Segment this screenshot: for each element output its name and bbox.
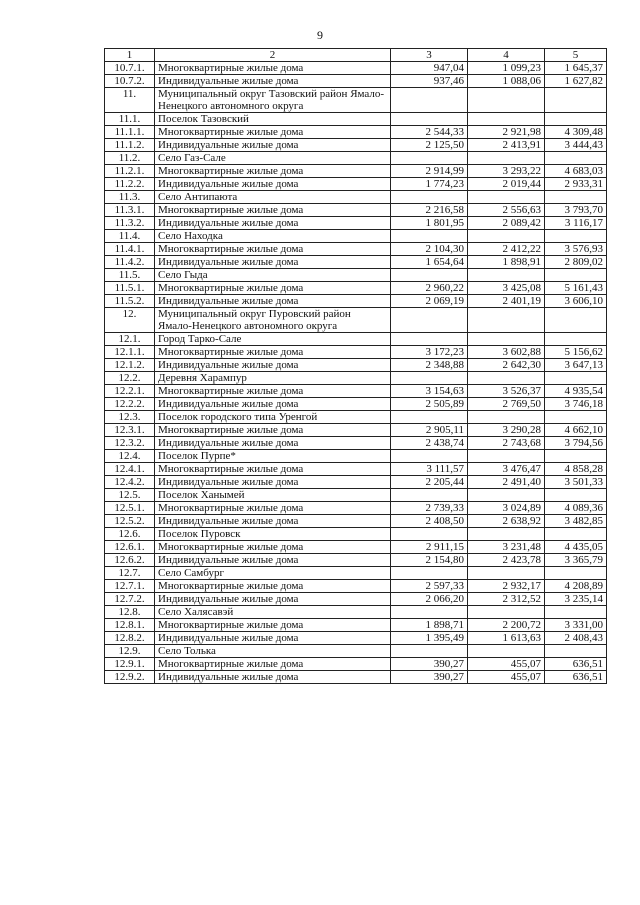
header-cell: 2	[155, 49, 391, 62]
row-name: Индивидуальные жилые дома	[155, 178, 391, 191]
value-col5: 3 746,18	[545, 398, 607, 411]
row-code: 11.	[105, 88, 155, 113]
page-number: 9	[317, 28, 323, 42]
value-col4: 1 613,63	[468, 632, 545, 645]
value-col3	[391, 567, 468, 580]
value-col4	[468, 450, 545, 463]
row-code: 11.2.	[105, 152, 155, 165]
value-col3: 2 216,58	[391, 204, 468, 217]
row-name: Поселок Тазовский	[155, 113, 391, 126]
value-col4: 3 425,08	[468, 282, 545, 295]
row-name: Индивидуальные жилые дома	[155, 256, 391, 269]
row-code: 11.4.1.	[105, 243, 155, 256]
value-col4: 2 769,50	[468, 398, 545, 411]
row-name: Село Антипаюта	[155, 191, 391, 204]
row-code: 12.8.1.	[105, 619, 155, 632]
row-name: Многоквартирные жилые дома	[155, 204, 391, 217]
value-col3: 390,27	[391, 671, 468, 684]
row-code: 12.4.2.	[105, 476, 155, 489]
row-name: Индивидуальные жилые дома	[155, 554, 391, 567]
table-row	[105, 217, 607, 230]
row-code: 12.6.	[105, 528, 155, 541]
table-row	[105, 282, 607, 295]
value-col3	[391, 191, 468, 204]
row-name: Село Толька	[155, 645, 391, 658]
value-col5: 3 794,56	[545, 437, 607, 450]
value-col4: 1 898,91	[468, 256, 545, 269]
value-col3	[391, 269, 468, 282]
row-code: 12.6.2.	[105, 554, 155, 567]
value-col5: 4 935,54	[545, 385, 607, 398]
row-name: Многоквартирные жилые дома	[155, 243, 391, 256]
row-code: 12.3.2.	[105, 437, 155, 450]
row-code: 12.2.2.	[105, 398, 155, 411]
row-name: Село Находка	[155, 230, 391, 243]
value-col5	[545, 528, 607, 541]
value-col3: 2 597,33	[391, 580, 468, 593]
value-col4: 3 602,88	[468, 346, 545, 359]
value-col4: 3 476,47	[468, 463, 545, 476]
row-code: 12.9.1.	[105, 658, 155, 671]
row-name: Многоквартирные жилые дома	[155, 282, 391, 295]
value-col4: 3 526,37	[468, 385, 545, 398]
value-col4: 455,07	[468, 658, 545, 671]
row-name: Многоквартирные жилые дома	[155, 165, 391, 178]
value-col4: 2 556,63	[468, 204, 545, 217]
value-col4: 2 089,42	[468, 217, 545, 230]
row-name: Город Тарко-Сале	[155, 333, 391, 346]
row-code: 12.5.	[105, 489, 155, 502]
value-col4: 2 200,72	[468, 619, 545, 632]
table-body	[105, 49, 607, 684]
table-row	[105, 580, 607, 593]
value-col5: 3 576,93	[545, 243, 607, 256]
value-col3: 3 111,57	[391, 463, 468, 476]
value-col3: 1 801,95	[391, 217, 468, 230]
value-col4: 2 412,22	[468, 243, 545, 256]
value-col5	[545, 333, 607, 346]
table-row	[105, 502, 607, 515]
value-col5: 636,51	[545, 658, 607, 671]
value-col4	[468, 372, 545, 385]
value-col3	[391, 528, 468, 541]
row-code: 11.1.	[105, 113, 155, 126]
value-col3: 2 911,15	[391, 541, 468, 554]
value-col5: 3 647,13	[545, 359, 607, 372]
table-row	[105, 476, 607, 489]
value-col4: 2 019,44	[468, 178, 545, 191]
row-code: 10.7.1.	[105, 62, 155, 75]
value-col5: 4 435,05	[545, 541, 607, 554]
row-name: Поселок городского типа Уренгой	[155, 411, 391, 424]
row-name: Индивидуальные жилые дома	[155, 398, 391, 411]
value-col4	[468, 152, 545, 165]
row-code: 10.7.2.	[105, 75, 155, 88]
value-col4	[468, 191, 545, 204]
row-name: Индивидуальные жилые дома	[155, 515, 391, 528]
value-col3: 2 066,20	[391, 593, 468, 606]
row-code: 12.1.1.	[105, 346, 155, 359]
table-row	[105, 243, 607, 256]
value-col4	[468, 411, 545, 424]
table-row	[105, 62, 607, 75]
row-name: Многоквартирные жилые дома	[155, 62, 391, 75]
row-name: Поселок Ханымей	[155, 489, 391, 502]
value-col5: 4 662,10	[545, 424, 607, 437]
table-row	[105, 645, 607, 658]
value-col4	[468, 333, 545, 346]
table-row	[105, 593, 607, 606]
value-col3: 390,27	[391, 658, 468, 671]
header-cell: 5	[545, 49, 607, 62]
value-col4: 2 638,92	[468, 515, 545, 528]
value-col5: 3 501,33	[545, 476, 607, 489]
table-row	[105, 398, 607, 411]
value-col4: 3 293,22	[468, 165, 545, 178]
table-row	[105, 269, 607, 282]
table-row	[105, 230, 607, 243]
row-code: 12.8.	[105, 606, 155, 619]
row-name: Село Газ-Сале	[155, 152, 391, 165]
value-col4: 2 423,78	[468, 554, 545, 567]
value-col5: 3 235,14	[545, 593, 607, 606]
value-col3: 2 914,99	[391, 165, 468, 178]
value-col3: 2 544,33	[391, 126, 468, 139]
value-col3	[391, 88, 468, 113]
row-name: Индивидуальные жилые дома	[155, 593, 391, 606]
table-header-row	[105, 49, 607, 62]
value-col5: 1 645,37	[545, 62, 607, 75]
row-name: Многоквартирные жилые дома	[155, 346, 391, 359]
row-name: Индивидуальные жилые дома	[155, 632, 391, 645]
value-col3: 2 069,19	[391, 295, 468, 308]
value-col5	[545, 113, 607, 126]
value-col3: 2 905,11	[391, 424, 468, 437]
table-row	[105, 515, 607, 528]
value-col5	[545, 230, 607, 243]
value-col4: 2 491,40	[468, 476, 545, 489]
value-col3: 1 395,49	[391, 632, 468, 645]
value-col5: 4 089,36	[545, 502, 607, 515]
row-name: Индивидуальные жилые дома	[155, 359, 391, 372]
row-code: 12.2.	[105, 372, 155, 385]
value-col3	[391, 333, 468, 346]
value-col5	[545, 152, 607, 165]
value-col4: 2 642,30	[468, 359, 545, 372]
row-code: 12.3.	[105, 411, 155, 424]
row-code: 12.8.2.	[105, 632, 155, 645]
table-row	[105, 567, 607, 580]
header-cell: 1	[105, 49, 155, 62]
value-col5: 636,51	[545, 671, 607, 684]
value-col4	[468, 269, 545, 282]
value-col5: 1 627,82	[545, 75, 607, 88]
value-col5	[545, 191, 607, 204]
table-row	[105, 372, 607, 385]
value-col3: 2 348,88	[391, 359, 468, 372]
row-code: 11.3.	[105, 191, 155, 204]
table-row	[105, 333, 607, 346]
table-row	[105, 75, 607, 88]
value-col3: 947,04	[391, 62, 468, 75]
row-code: 12.5.1.	[105, 502, 155, 515]
row-code: 12.4.	[105, 450, 155, 463]
value-col3	[391, 113, 468, 126]
value-col5: 2 809,02	[545, 256, 607, 269]
row-name: Индивидуальные жилые дома	[155, 671, 391, 684]
value-col5	[545, 567, 607, 580]
value-col5: 5 161,43	[545, 282, 607, 295]
table-row	[105, 308, 607, 333]
value-col5: 2 933,31	[545, 178, 607, 191]
value-col3: 2 960,22	[391, 282, 468, 295]
table-row	[105, 359, 607, 372]
value-col5: 3 482,85	[545, 515, 607, 528]
value-col3: 2 739,33	[391, 502, 468, 515]
value-col5: 3 444,43	[545, 139, 607, 152]
value-col3: 2 125,50	[391, 139, 468, 152]
value-col5: 3 365,79	[545, 554, 607, 567]
value-col5	[545, 450, 607, 463]
table-row	[105, 528, 607, 541]
header-cell: 4	[468, 49, 545, 62]
value-col5: 4 309,48	[545, 126, 607, 139]
value-col3: 937,46	[391, 75, 468, 88]
value-col4: 2 413,91	[468, 139, 545, 152]
table-row	[105, 126, 607, 139]
table-row	[105, 541, 607, 554]
row-code: 11.1.1.	[105, 126, 155, 139]
row-name: Многоквартирные жилые дома	[155, 126, 391, 139]
value-col3	[391, 606, 468, 619]
row-name: Индивидуальные жилые дома	[155, 295, 391, 308]
value-col3: 2 104,30	[391, 243, 468, 256]
row-code: 11.3.1.	[105, 204, 155, 217]
table-row	[105, 489, 607, 502]
row-name: Многоквартирные жилые дома	[155, 385, 391, 398]
row-code: 11.4.2.	[105, 256, 155, 269]
row-name: Многоквартирные жилые дома	[155, 463, 391, 476]
value-col5	[545, 606, 607, 619]
row-name: Многоквартирные жилые дома	[155, 541, 391, 554]
row-code: 12.4.1.	[105, 463, 155, 476]
value-col3	[391, 645, 468, 658]
row-code: 12.9.	[105, 645, 155, 658]
row-name: Многоквартирные жилые дома	[155, 619, 391, 632]
value-col4: 3 290,28	[468, 424, 545, 437]
row-code: 11.5.	[105, 269, 155, 282]
value-col4: 2 312,52	[468, 593, 545, 606]
value-col3	[391, 372, 468, 385]
row-code: 12.6.1.	[105, 541, 155, 554]
value-col3: 1 898,71	[391, 619, 468, 632]
value-col4: 455,07	[468, 671, 545, 684]
value-col3	[391, 308, 468, 333]
row-code: 12.5.2.	[105, 515, 155, 528]
value-col4: 1 099,23	[468, 62, 545, 75]
table-row	[105, 165, 607, 178]
row-code: 12.7.1.	[105, 580, 155, 593]
row-code: 11.4.	[105, 230, 155, 243]
value-col4	[468, 308, 545, 333]
value-col3: 2 505,89	[391, 398, 468, 411]
table-row	[105, 152, 607, 165]
row-code: 12.1.	[105, 333, 155, 346]
value-col3	[391, 450, 468, 463]
value-col5	[545, 411, 607, 424]
row-name: Индивидуальные жилые дома	[155, 217, 391, 230]
table-row	[105, 658, 607, 671]
table-row	[105, 671, 607, 684]
value-col3: 1 774,23	[391, 178, 468, 191]
value-col3: 1 654,64	[391, 256, 468, 269]
value-col5: 4 858,28	[545, 463, 607, 476]
value-col5: 5 156,62	[545, 346, 607, 359]
row-code: 11.3.2.	[105, 217, 155, 230]
table-row	[105, 295, 607, 308]
value-col4	[468, 606, 545, 619]
value-col5: 4 683,03	[545, 165, 607, 178]
value-col5: 4 208,89	[545, 580, 607, 593]
row-name: Село Гыда	[155, 269, 391, 282]
table-row	[105, 346, 607, 359]
value-col4: 2 743,68	[468, 437, 545, 450]
value-col4	[468, 489, 545, 502]
value-col5	[545, 489, 607, 502]
table-row	[105, 554, 607, 567]
row-name: Индивидуальные жилые дома	[155, 437, 391, 450]
table-row	[105, 606, 607, 619]
value-col5	[545, 372, 607, 385]
row-code: 12.3.1.	[105, 424, 155, 437]
value-col3: 2 408,50	[391, 515, 468, 528]
row-code: 12.	[105, 308, 155, 333]
value-col5	[545, 88, 607, 113]
value-col3: 2 154,80	[391, 554, 468, 567]
row-code: 11.5.1.	[105, 282, 155, 295]
value-col4: 2 921,98	[468, 126, 545, 139]
row-name: Многоквартирные жилые дома	[155, 658, 391, 671]
row-code: 11.2.2.	[105, 178, 155, 191]
row-code: 12.7.2.	[105, 593, 155, 606]
row-name: Индивидуальные жилые дома	[155, 75, 391, 88]
table-row	[105, 385, 607, 398]
row-name: Многоквартирные жилые дома	[155, 502, 391, 515]
value-col4	[468, 528, 545, 541]
row-name: Индивидуальные жилые дома	[155, 476, 391, 489]
table-row	[105, 411, 607, 424]
value-col3	[391, 489, 468, 502]
value-col4: 2 401,19	[468, 295, 545, 308]
value-col5	[545, 308, 607, 333]
table-row	[105, 619, 607, 632]
row-name: Многоквартирные жилые дома	[155, 424, 391, 437]
value-col5	[545, 269, 607, 282]
row-name: Поселок Пурпе*	[155, 450, 391, 463]
row-name: Индивидуальные жилые дома	[155, 139, 391, 152]
value-col3: 3 154,63	[391, 385, 468, 398]
value-col3: 3 172,23	[391, 346, 468, 359]
table-row	[105, 178, 607, 191]
table-row	[105, 632, 607, 645]
value-col4	[468, 645, 545, 658]
row-name: Многоквартирные жилые дома	[155, 580, 391, 593]
table-row	[105, 424, 607, 437]
value-col3: 2 438,74	[391, 437, 468, 450]
row-name: Село Халясавэй	[155, 606, 391, 619]
value-col4	[468, 567, 545, 580]
row-name: Муниципальный округ Тазовский район Ямало-Ненецкого автономного округа	[155, 88, 391, 113]
row-name: Поселок Пуровск	[155, 528, 391, 541]
value-col3	[391, 230, 468, 243]
table-row	[105, 437, 607, 450]
row-code: 12.9.2.	[105, 671, 155, 684]
row-name: Село Самбург	[155, 567, 391, 580]
value-col4	[468, 88, 545, 113]
value-col5: 2 408,43	[545, 632, 607, 645]
row-code: 11.1.2.	[105, 139, 155, 152]
value-col5: 3 793,70	[545, 204, 607, 217]
table-row	[105, 450, 607, 463]
table-row	[105, 256, 607, 269]
row-code: 12.2.1.	[105, 385, 155, 398]
value-col4: 3 231,48	[468, 541, 545, 554]
value-col5: 3 606,10	[545, 295, 607, 308]
value-col5	[545, 645, 607, 658]
row-name: Деревня Харампур	[155, 372, 391, 385]
value-col5: 3 116,17	[545, 217, 607, 230]
value-col3	[391, 411, 468, 424]
value-col3: 2 205,44	[391, 476, 468, 489]
row-name: Муниципальный округ Пуровский район Ямало-Ненецкого автономного округа	[155, 308, 391, 333]
table-row	[105, 463, 607, 476]
table-row	[105, 191, 607, 204]
table-row	[105, 88, 607, 113]
row-code: 11.2.1.	[105, 165, 155, 178]
value-col3	[391, 152, 468, 165]
value-col4: 2 932,17	[468, 580, 545, 593]
row-code: 11.5.2.	[105, 295, 155, 308]
value-col4	[468, 230, 545, 243]
header-cell: 3	[391, 49, 468, 62]
value-col4: 1 088,06	[468, 75, 545, 88]
table-row	[105, 139, 607, 152]
price-table	[104, 48, 607, 684]
table-row	[105, 113, 607, 126]
value-col4	[468, 113, 545, 126]
row-code: 12.7.	[105, 567, 155, 580]
row-code: 12.1.2.	[105, 359, 155, 372]
table-row	[105, 204, 607, 217]
value-col4: 3 024,89	[468, 502, 545, 515]
value-col5: 3 331,00	[545, 619, 607, 632]
